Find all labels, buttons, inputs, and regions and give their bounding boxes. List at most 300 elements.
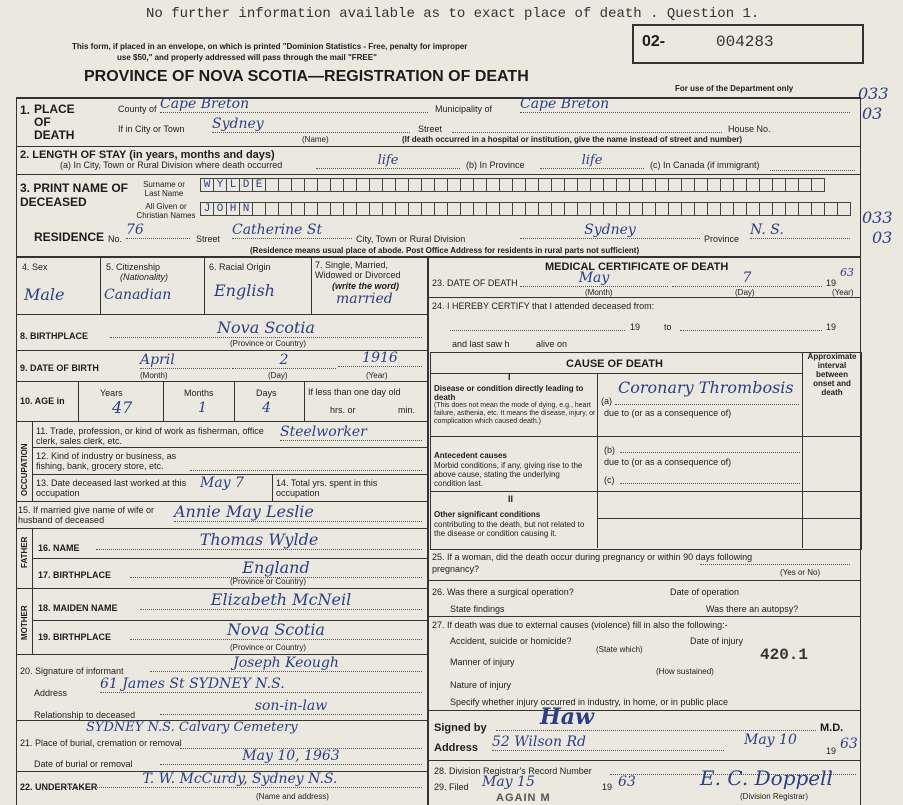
stay-c-label: (c) In Canada (if immigrant) xyxy=(650,160,760,170)
marital-value: married xyxy=(336,291,393,307)
filed-year: 63 xyxy=(618,774,636,790)
surname-cell xyxy=(694,178,707,192)
due-to-2: due to (or as a consequence of) xyxy=(604,457,732,467)
birthplace-value: Nova Scotia xyxy=(110,318,422,338)
residence-province-value: N. S. xyxy=(750,222,850,239)
marital-sub: (write the word) xyxy=(332,281,399,291)
divider xyxy=(16,314,427,315)
house-no-label: House No. xyxy=(728,124,771,134)
city-label: If in City or Town xyxy=(118,124,185,134)
dob-year-sub: (Year) xyxy=(366,371,388,380)
surname-cell xyxy=(590,178,603,192)
surname-cell xyxy=(330,178,343,192)
antecedent-note: Morbid conditions, if any, giving rise to the above cause, stating the underlying condition last. xyxy=(434,461,583,488)
given-cell: O xyxy=(213,202,226,216)
other-label: Other significant conditions xyxy=(434,510,541,519)
given-cell xyxy=(538,202,551,216)
reg-number: 004283 xyxy=(716,33,774,51)
surname-cell xyxy=(746,178,759,192)
dept-code-2: 03 xyxy=(862,104,883,123)
given-cell xyxy=(291,202,304,216)
citizenship-label: 5. Citizenship xyxy=(106,262,161,272)
dob-month-sub: (Month) xyxy=(140,371,168,380)
surname-cell xyxy=(577,178,590,192)
surname-cell: L xyxy=(226,178,239,192)
given-cell xyxy=(382,202,395,216)
surname-cell xyxy=(551,178,564,192)
q24-19b: 19 xyxy=(826,322,837,332)
given-cell xyxy=(603,202,616,216)
surname-cells xyxy=(200,178,825,192)
father-birthplace-label: 17. BIRTHPLACE xyxy=(38,570,112,580)
surname-cell xyxy=(395,178,408,192)
given-cell xyxy=(655,202,668,216)
col-sep xyxy=(234,381,235,421)
dob-label: 9. DATE OF BIRTH xyxy=(20,363,99,373)
given-label: All Given or Christian Names xyxy=(136,202,196,220)
disease-label: Disease or condition directly leading to death xyxy=(434,384,584,402)
divider xyxy=(16,421,427,422)
given-cell: J xyxy=(200,202,213,216)
father-side-label: FATHER xyxy=(20,536,29,568)
q27-label: 27. If death was due to external causes (violence) fill in also the following:- xyxy=(432,620,728,630)
divider xyxy=(427,760,860,761)
place-number: 1. xyxy=(20,103,31,117)
surname-cell xyxy=(265,178,278,192)
given-cell xyxy=(512,202,525,216)
given-cell xyxy=(525,202,538,216)
min-label: min. xyxy=(398,405,416,415)
col-sep xyxy=(32,421,33,501)
last-seen-label: and last saw h xyxy=(452,339,510,349)
street-line xyxy=(452,122,722,133)
surname-cell xyxy=(733,178,746,192)
q24-line xyxy=(450,322,625,331)
q11-value: Steelworker xyxy=(280,424,422,441)
q23-year: 63 xyxy=(840,266,854,279)
col-sep xyxy=(272,474,273,501)
surname-cell: Y xyxy=(213,178,226,192)
date-of-injury-label: Date of injury xyxy=(690,636,744,646)
burial-place-value: SYDNEY N.S. Calvary Cemetery xyxy=(86,720,298,735)
cause-a-value: Coronary Thrombosis xyxy=(618,378,794,397)
residence-note: (Residence means usual place of abode. Post Office Address for residents in rural parts not sufficient) xyxy=(250,246,640,255)
manner-label: Manner of injury xyxy=(450,657,515,667)
accident-label: Accident, suicide or homicide? xyxy=(450,636,572,646)
spouse-value: Annie May Leslie xyxy=(174,502,422,522)
surname-cell xyxy=(681,178,694,192)
sex-value: Male xyxy=(24,285,65,304)
given-cell xyxy=(577,202,590,216)
col-sep xyxy=(163,381,164,421)
surname-cell xyxy=(525,178,538,192)
antecedent-label: Antecedent causes xyxy=(434,451,507,460)
spouse-label: 15. If married give name of wife or husband of deceased xyxy=(18,505,155,525)
mother-maiden-value: Elizabeth McNeil xyxy=(140,590,422,610)
given-cell xyxy=(681,202,694,216)
given-cell xyxy=(629,202,642,216)
col-sep xyxy=(32,588,33,654)
hrs-label: hrs. or xyxy=(330,405,356,415)
divider xyxy=(427,710,860,711)
q23-year-sub: (Year) xyxy=(832,288,854,297)
given-cell xyxy=(837,202,850,216)
birthplace-sub: (Province or Country) xyxy=(230,339,307,348)
q25-label: 25. If a woman, did the death occur during pregnancy or within 90 days following pregnancy? xyxy=(432,552,753,574)
medical-title: MEDICAL CERTIFICATE OF DEATH xyxy=(545,261,729,273)
surname-cell xyxy=(772,178,785,192)
physician-address: 52 Wilson Rd xyxy=(492,734,724,751)
q14-label: 14. Total yrs. spent in this occupation xyxy=(276,478,378,498)
citizenship-value: Canadian xyxy=(104,287,172,303)
given-cell xyxy=(421,202,434,216)
surname-cell xyxy=(785,178,798,192)
filed-year-prefix: 19 xyxy=(602,782,613,792)
registrar-sub: (Division Registrar) xyxy=(740,792,809,801)
alive-on-label: alive on xyxy=(536,339,568,349)
surname-cell xyxy=(343,178,356,192)
city-name-sub: (Name) xyxy=(302,135,329,144)
col-sep xyxy=(304,381,305,421)
mother-maiden-label: 18. MAIDEN NAME xyxy=(38,603,118,613)
given-cell xyxy=(642,202,655,216)
given-cell xyxy=(304,202,317,216)
given-cell xyxy=(707,202,720,216)
birthplace-label: 8. BIRTHPLACE xyxy=(20,331,89,341)
q26-label: 26. Was there a surgical operation? xyxy=(432,587,574,597)
cause-code: 420.1 xyxy=(760,646,809,664)
months-value: 1 xyxy=(198,400,207,416)
surname-cell: D xyxy=(239,178,252,192)
q24-label: 24. I HEREBY CERTIFY that I attended deceased from: xyxy=(432,301,655,311)
burial-place-label: 21. Place of burial, cremation or removal xyxy=(20,738,182,748)
cause-a-label: (a) xyxy=(601,396,612,406)
surname-cell xyxy=(616,178,629,192)
days-value: 4 xyxy=(262,400,271,416)
given-cell xyxy=(330,202,343,216)
given-cell xyxy=(395,202,408,216)
reg-prefix: 02- xyxy=(642,33,666,50)
surname-cell xyxy=(707,178,720,192)
surname-cell xyxy=(382,178,395,192)
surname-cell xyxy=(655,178,668,192)
cause-b-label: (b) xyxy=(604,445,615,455)
given-cell xyxy=(447,202,460,216)
given-cell xyxy=(369,202,382,216)
given-cell xyxy=(668,202,681,216)
other-note: contributing to the death, but not related to the disease or condition causing it. xyxy=(434,520,585,538)
q24-19a: 19 xyxy=(630,322,641,332)
dept-code-4: 03 xyxy=(872,228,893,247)
burial-date-label: Date of burial or removal xyxy=(34,759,133,769)
given-cell xyxy=(590,202,603,216)
surname-cell: E xyxy=(252,178,265,192)
given-cell xyxy=(408,202,421,216)
divider xyxy=(597,518,860,519)
given-cell xyxy=(772,202,785,216)
lessday-label: If less than one day old xyxy=(308,387,401,397)
roman-two: II xyxy=(508,494,514,504)
dob-year: 1916 xyxy=(338,350,422,367)
surname-cell xyxy=(304,178,317,192)
sign-date: May 10 xyxy=(744,732,797,748)
surname-cell xyxy=(798,178,811,192)
age-label: 10. AGE in xyxy=(20,396,65,406)
col-sep xyxy=(204,256,205,314)
given-cell xyxy=(785,202,798,216)
col-sep xyxy=(100,256,101,314)
name-title: 3. PRINT NAME OF DECEASED xyxy=(20,181,129,209)
hospital-note: (If death occurred in a hospital or institution, give the name instead of street and number) xyxy=(402,135,743,144)
father-birthplace-value: England xyxy=(130,558,422,578)
burial-date-value: May 10, 1963 xyxy=(160,748,422,765)
divider xyxy=(430,491,860,492)
given-cell xyxy=(746,202,759,216)
given-cell xyxy=(694,202,707,216)
surname-cell xyxy=(642,178,655,192)
given-cell xyxy=(551,202,564,216)
given-cell xyxy=(317,202,330,216)
divider xyxy=(430,373,802,374)
surname-cell xyxy=(538,178,551,192)
state-which-sub: (State which) xyxy=(596,645,643,654)
surname-cell xyxy=(486,178,499,192)
stay-b-value: life xyxy=(540,153,644,169)
divider xyxy=(16,528,427,529)
stay-title: 2. LENGTH OF STAY (in years, months and days) xyxy=(20,149,275,161)
surname-cell xyxy=(317,178,330,192)
yes-no-sub: (Yes or No) xyxy=(780,568,821,577)
divider xyxy=(427,616,860,617)
surname-cell xyxy=(460,178,473,192)
occupation-side-label: OCCUPATION xyxy=(20,443,29,496)
residence-city-value: Sydney xyxy=(520,222,700,239)
frame-left xyxy=(16,97,17,805)
residence-street-value: Catherine St xyxy=(232,222,352,239)
q11-label: 11. Trade, profession, or kind of work as fisherman, office clerk, sales clerk, etc. xyxy=(36,426,264,446)
date-of-operation-label: Date of operation xyxy=(670,587,740,597)
given-cells xyxy=(200,202,851,216)
undertaker-value: T. W. McCurdy, Sydney N.S. xyxy=(58,771,422,788)
relationship-value: son-in-law xyxy=(160,698,422,715)
q28-label: 28. Division Registrar's Record Number xyxy=(434,766,592,776)
residence-province-label: Province xyxy=(704,234,740,244)
q24-to: to xyxy=(664,322,672,332)
origin-value: English xyxy=(214,281,275,300)
state-findings-label: State findings xyxy=(450,604,505,614)
municipality-label: Municipality of xyxy=(435,104,493,114)
q25-line xyxy=(700,562,850,565)
divider xyxy=(32,447,427,448)
given-cell xyxy=(460,202,473,216)
surname-cell: W xyxy=(200,178,213,192)
surname-label: Surname or Last Name xyxy=(143,180,185,198)
given-cell xyxy=(759,202,772,216)
specify-label: Specify whether injury occurred in industry, in home, or in public place xyxy=(450,697,728,707)
months-label: Months xyxy=(184,388,214,398)
given-cell xyxy=(824,202,837,216)
mother-side-label: MOTHER xyxy=(20,605,29,640)
mother-birthplace-sub: (Province or Country) xyxy=(230,643,307,652)
surname-cell xyxy=(408,178,421,192)
street-label: Street xyxy=(418,124,443,134)
marital-label: 7. Single, Married, Widowed or Divorced xyxy=(315,260,401,280)
dob-month: April xyxy=(140,352,230,369)
surname-cell xyxy=(473,178,486,192)
dob-day-sub: (Day) xyxy=(268,371,288,380)
surname-cell xyxy=(603,178,616,192)
surname-cell xyxy=(369,178,382,192)
q13-value: May 7 xyxy=(200,475,244,491)
divider-2 xyxy=(16,174,861,175)
stay-a-value: life xyxy=(316,153,460,169)
city-value: Sydney xyxy=(212,116,410,133)
relationship-label: Relationship to deceased xyxy=(34,710,136,720)
stay-c-line xyxy=(770,160,855,171)
cause-c-label: (c) xyxy=(604,475,615,485)
given-cell xyxy=(720,202,733,216)
origin-label: 6. Racial Origin xyxy=(209,262,271,272)
envelope-note-1: This form, if placed in an envelope, on which is printed "Dominion Statistics - Free, penalty for improper xyxy=(72,42,468,51)
q24-line xyxy=(680,322,822,331)
sex-label: 4. Sex xyxy=(22,262,48,272)
dept-code-1: 033 xyxy=(858,84,889,103)
years-value: 47 xyxy=(112,398,133,417)
autopsy-label: Was there an autopsy? xyxy=(706,604,799,614)
q23-day: 7 xyxy=(672,270,822,287)
given-cell xyxy=(356,202,369,216)
surname-cell xyxy=(668,178,681,192)
surname-cell xyxy=(421,178,434,192)
roman-one: I xyxy=(508,372,511,382)
given-cell xyxy=(486,202,499,216)
divider xyxy=(427,580,860,581)
municipality-value: Cape Breton xyxy=(520,96,850,113)
md-label: M.D. xyxy=(820,722,844,734)
given-cell xyxy=(733,202,746,216)
residence-label: RESIDENCE xyxy=(34,230,105,244)
physician-signature: Haw xyxy=(540,704,594,730)
surname-cell xyxy=(720,178,733,192)
given-cell xyxy=(798,202,811,216)
sign-year-prefix: 19 xyxy=(826,746,837,756)
given-cell xyxy=(616,202,629,216)
top-note: No further information available as to exact place of death . Question 1. xyxy=(146,6,760,22)
approx-interval-label: Approximate interval between onset and death xyxy=(807,352,857,397)
father-name-value: Thomas Wylde xyxy=(96,530,422,550)
cause-a-line xyxy=(615,402,799,405)
q13-label: 13. Date deceased last worked at this occupation xyxy=(36,478,187,498)
residence-no-value: 76 xyxy=(126,222,190,239)
q23-month-sub: (Month) xyxy=(585,288,613,297)
col-sep xyxy=(78,381,79,421)
disease-note: (This does not mean the mode of dying, e.g., heart failure, asthenia, etc. It means the disease, injury, or complication which caused death.) xyxy=(434,402,596,425)
stamp-text: AGAIN M xyxy=(496,792,551,804)
surname-cell xyxy=(356,178,369,192)
informant-address-value: 61 James St SYDNEY N.S. xyxy=(100,676,422,693)
given-cell xyxy=(473,202,486,216)
col-sep xyxy=(597,373,598,548)
due-to-1: due to (or as a consequence of) xyxy=(604,408,732,418)
county-value: Cape Breton xyxy=(160,96,428,113)
q29-label: 29. Filed xyxy=(434,782,469,792)
surname-cell xyxy=(512,178,525,192)
how-sustained-sub: (How sustained) xyxy=(656,667,714,676)
q23-year-prefix: 19 xyxy=(826,278,837,288)
county-label: County of xyxy=(118,104,157,114)
signed-by-line xyxy=(496,728,816,731)
form-title: PROVINCE OF NOVA SCOTIA—REGISTRATION OF DEATH xyxy=(84,68,529,85)
surname-cell xyxy=(499,178,512,192)
given-cell xyxy=(499,202,512,216)
cause-title: CAUSE OF DEATH xyxy=(566,358,663,370)
divider-3 xyxy=(16,256,861,258)
nature-label: Nature of injury xyxy=(450,680,512,690)
mother-birthplace-label: 19. BIRTHPLACE xyxy=(38,632,112,642)
surname-cell xyxy=(278,178,291,192)
q12-line xyxy=(190,462,422,471)
dept-use-label: For use of the Department only xyxy=(675,84,794,93)
years-label: Years xyxy=(100,388,123,398)
surname-cell xyxy=(811,178,824,192)
q12-label: 12. Kind of industry or business, as fishing, bank, grocery store, etc. xyxy=(36,451,177,471)
undertaker-label: 22. UNDERTAKER xyxy=(20,782,98,792)
given-cell xyxy=(811,202,824,216)
given-cell xyxy=(343,202,356,216)
given-cell xyxy=(434,202,447,216)
undertaker-sub: (Name and address) xyxy=(256,792,329,801)
divider xyxy=(430,436,860,437)
informant-address-label: Address xyxy=(34,688,68,698)
dob-day: 2 xyxy=(232,352,336,369)
cause-c-line xyxy=(620,475,800,484)
days-label: Days xyxy=(256,388,277,398)
sign-year: 63 xyxy=(840,736,858,752)
cause-b-line xyxy=(620,444,800,453)
q23-month: May xyxy=(520,270,668,287)
filed-value: May 15 xyxy=(482,774,535,790)
citizenship-sub: (Nationality) xyxy=(120,272,169,282)
surname-cell xyxy=(434,178,447,192)
dept-code-3: 033 xyxy=(862,208,893,227)
given-cell: H xyxy=(226,202,239,216)
given-cell xyxy=(252,202,265,216)
father-name-label: 16. NAME xyxy=(38,543,80,553)
address-label: Address xyxy=(434,742,479,754)
given-cell: N xyxy=(239,202,252,216)
divider xyxy=(16,588,427,589)
informant-sig-value: Joseph Keough xyxy=(150,655,422,672)
given-cell xyxy=(278,202,291,216)
column-divider xyxy=(427,256,429,805)
mother-birthplace-value: Nova Scotia xyxy=(130,620,422,640)
residence-no-label: No. xyxy=(108,234,123,244)
surname-cell xyxy=(564,178,577,192)
divider-1 xyxy=(16,146,861,147)
stay-b-label: (b) In Province xyxy=(466,160,525,170)
registrar-signature: E. C. Doppell xyxy=(700,766,833,790)
surname-cell xyxy=(759,178,772,192)
given-cell xyxy=(564,202,577,216)
stay-a-label: (a) In City, Town or Rural Division where death occurred xyxy=(60,160,283,170)
q23-day-sub: (Day) xyxy=(735,288,755,297)
surname-cell xyxy=(291,178,304,192)
envelope-note-2: use $50," and properly addressed will pass through the mail "FREE" xyxy=(117,53,377,62)
place-title: PLACE OF DEATH xyxy=(34,102,75,142)
given-cell xyxy=(265,202,278,216)
father-birthplace-sub: (Province or Country) xyxy=(230,577,307,586)
col-sep xyxy=(311,256,312,314)
